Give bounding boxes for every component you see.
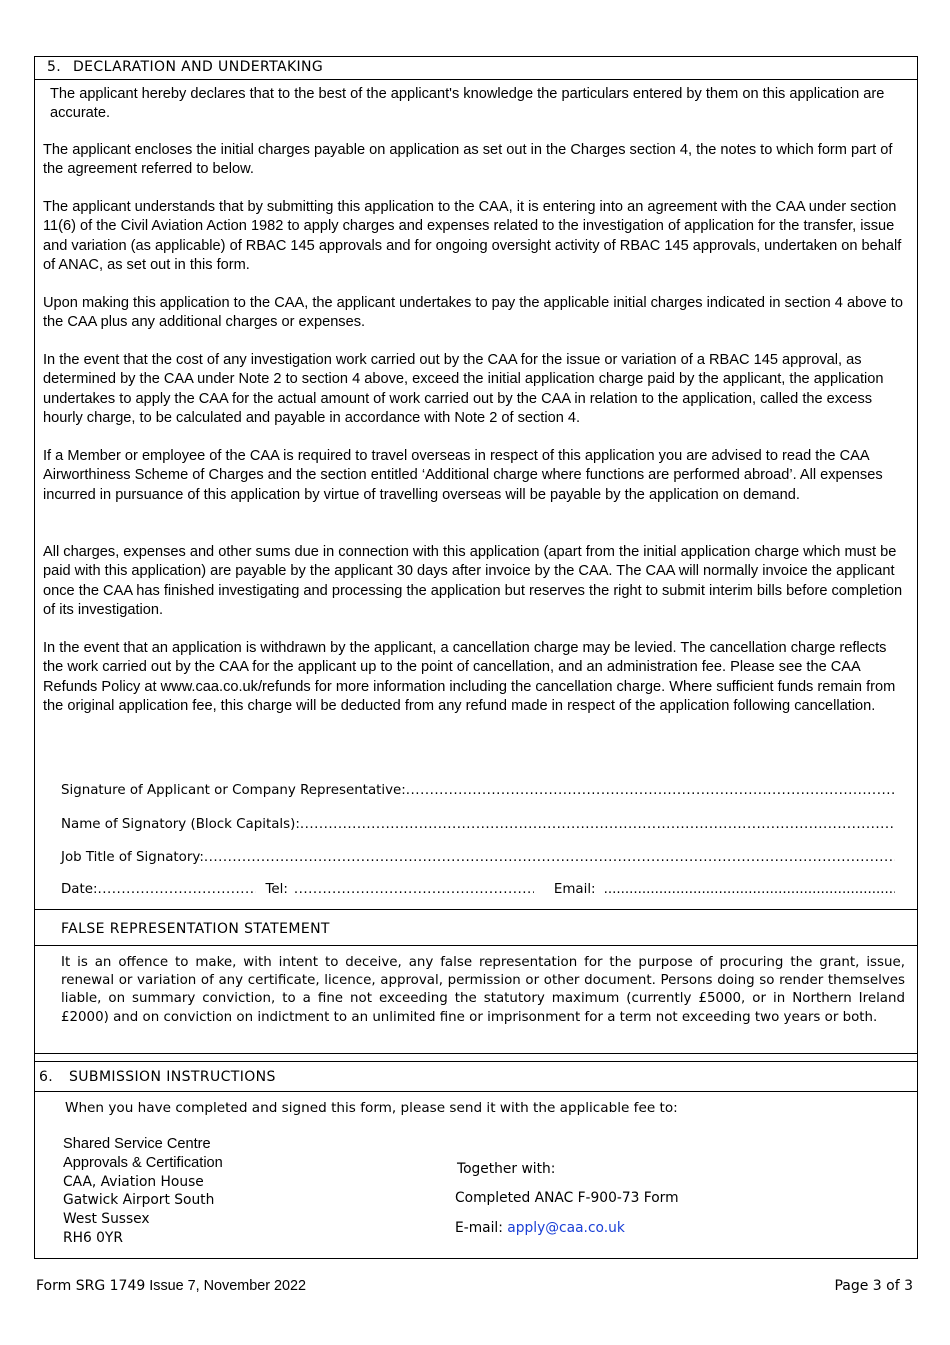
section-6-divider-top xyxy=(35,1053,917,1054)
section-6-divider-top-2 xyxy=(35,1061,917,1062)
section-6-number: 6. xyxy=(39,1069,54,1085)
address-line: Gatwick Airport South xyxy=(63,1192,215,1209)
false-representation-text: It is an offence to make, with intent to deceive, any false representation for the purpose of procuring the grant, issue, renewal or variation of any certificate, licence, approval, permission or other document. Persons doing so render themselves liable, on summary conviction, to a fine not exceeding the statutory maximum (currently £5000, or in Northern Ireland £2000) and on conviction on indictment to an unlimited fine or imprisonment for a term not exceeding two years or both. xyxy=(61,955,905,1025)
declaration-paragraph: In the event that the cost of any investigation work carried out by the CAA for the issue or variation of a RBAC 145 approval, as determined by the CAA under Note 2 to section 4 above, exceed the initial application charge paid by the applicant, the application undertakes to apply the CAA for the actual amount of work carried out by the CAA in relation to the application, called the excess hourly charge, to be calculated and payable in accordance with Note 2 of section 4. xyxy=(43,352,884,426)
signatory-name-field[interactable] xyxy=(61,817,895,832)
declaration-paragraph: In the event that an application is withdrawn by the applicant, a cancellation charge may be levied. The cancellation charge reflects the work carried out by the CAA for the applicant up to the point of cancellation, and an administration fee. Please see the CAA Refunds Policy at www.caa.co.uk/refunds for more information including the cancellation charge. Where sufficient funds remain from the original application fee, this charge will be deducted from any refund made in respect of the application following cancellation. xyxy=(43,640,896,714)
completed-form-label: Completed ANAC F-900-73 Form xyxy=(455,1190,679,1206)
submission-email-link[interactable]: apply@caa.co.uk xyxy=(507,1220,625,1236)
form-reference xyxy=(36,1278,306,1294)
section-6-title: SUBMISSION INSTRUCTIONS xyxy=(69,1069,276,1085)
submission-instruction: When you have completed and signed this form, please send it with the applicable fee to: xyxy=(65,1100,678,1116)
signature-field[interactable] xyxy=(61,783,895,798)
address-line: CAA, Aviation House xyxy=(63,1173,204,1190)
form-issue: Issue 7, November 2022 xyxy=(145,1278,307,1294)
job-title-field[interactable] xyxy=(61,850,895,865)
section-6-divider xyxy=(35,1091,917,1092)
address-line: Shared Service Centre xyxy=(63,1136,211,1152)
declaration-paragraph: The applicant encloses the initial charges payable on application as set out in the Charges section 4, the notes to which form part of the agreement referred to below. xyxy=(43,142,893,178)
job-title-label: Job Title of Signatory: xyxy=(61,850,204,865)
signatory-name-label: Name of Signatory (Block Capitals): xyxy=(61,817,300,832)
section-5-number: 5. xyxy=(47,59,62,75)
false-representation-title: FALSE REPRESENTATION STATEMENT xyxy=(61,921,330,937)
signature-label: Signature of Applicant or Company Representative: xyxy=(61,783,406,798)
date-label: Date: xyxy=(61,882,98,897)
form-frame xyxy=(34,56,918,1259)
address-line: West Sussex xyxy=(63,1211,150,1228)
date-dotted-line[interactable] xyxy=(98,882,256,897)
address-line: RH6 0YR xyxy=(63,1229,123,1246)
email-label: Email: xyxy=(553,882,596,897)
postal-address xyxy=(63,1135,223,1248)
page-number: Page 3 of 3 xyxy=(834,1278,913,1294)
tel-label: Tel: xyxy=(265,882,288,897)
declaration-paragraph: The applicant understands that by submitting this application to the CAA, it is entering into an agreement with the CAA under section 11(6) of the Civil Aviation Action 1982 to apply charges and expenses related to the investigation of application for the transfer, issue and variation (as applicable) of RBAC 145 approvals and for ongoing oversight activity of RBAC 145 approvals, undertaken on behalf of ANAC, as set out in this form. xyxy=(43,199,902,273)
email-dotted-line[interactable] xyxy=(604,882,895,897)
signatory-name-dotted-line[interactable] xyxy=(300,817,895,832)
submission-email-label: E-mail: xyxy=(455,1220,508,1236)
date-tel-email-row xyxy=(61,882,895,897)
false-representation-divider-top xyxy=(35,909,917,910)
address-line: Approvals & Certification xyxy=(63,1154,223,1171)
together-with-label: Together with: xyxy=(457,1161,556,1177)
submission-email xyxy=(455,1220,625,1236)
section-5-divider xyxy=(35,79,917,80)
job-title-dotted-line[interactable] xyxy=(204,850,895,865)
tel-dotted-line[interactable] xyxy=(294,882,534,897)
form-code: Form SRG 1749 xyxy=(36,1278,146,1294)
declaration-paragraph: Upon making this application to the CAA, the applicant undertakes to pay the applicable initial charges indicated in section 4 above to the CAA plus any additional charges or expenses. xyxy=(43,295,903,331)
declaration-paragraph: All charges, expenses and other sums due in connection with this application (apart from the initial application charge which must be paid with this application) are payable by the applicant 30 days after invoice by the CAA. The CAA will normally invoice the applicant once the CAA has finished investigating and processing the application but reserves the right to submit interim bills before completion of its investigation. xyxy=(43,544,903,618)
signature-dotted-line[interactable] xyxy=(406,783,895,798)
declaration-paragraph: If a Member or employee of the CAA is required to travel overseas in respect of this application you are advised to read the CAA Airworthiness Scheme of Charges and the section entitled ‘Additional charge where functions are performed abroad’. All expenses incurred in pursuance of this application by virtue of travelling overseas will be payable by the application on demand. xyxy=(43,448,883,503)
declaration-paragraph: The applicant hereby declares that to the best of the applicant's knowledge the particulars entered by them on this application are accurate. xyxy=(50,86,885,122)
false-representation-divider xyxy=(35,945,917,946)
section-5-title: DECLARATION AND UNDERTAKING xyxy=(73,59,324,75)
